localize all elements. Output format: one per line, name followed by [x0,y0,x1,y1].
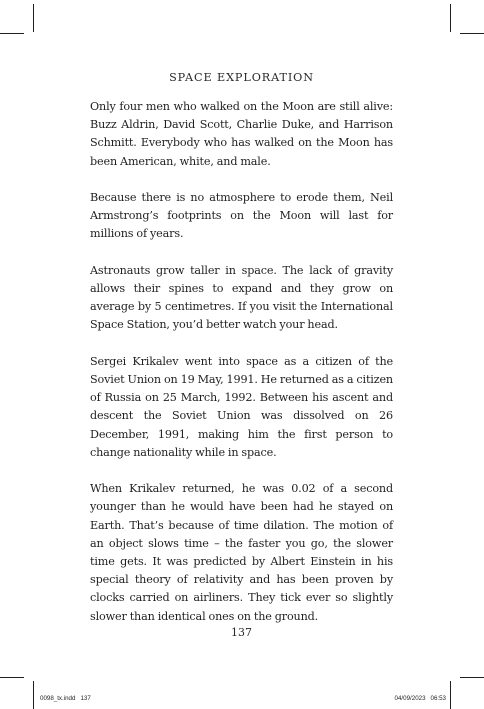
body-text [90,98,393,626]
slug-file-info [40,695,91,702]
slug-time: 06:53 [430,695,446,702]
running-head: SPACE EXPLORATION [169,71,314,84]
slug-file-name: 0098_tx.indd [40,695,76,702]
page-number: 137 [231,626,252,639]
crop-mark-bottom-right-horizontal [460,677,484,678]
slug-timestamp [395,695,446,702]
crop-mark-top-left-horizontal [0,33,24,34]
slug-date: 04/09/2023 [394,695,426,702]
paragraph: When Krikalev returned, he was 0.02 of a second younger than he would have been had he stayed on Earth. That’s because of time dilation. The motion of an object slows time – the faster you go, the slower time gets. It was predicted by Albert Einstein in his special theory of relativity and has been proven by clocks carried on airliners. They tick ever so slightly slower than identical ones on the ground. [90,482,393,623]
paragraph: Because there is no atmosphere to erode them, Neil Armstrong’s footprints on the Moon will last for millions of years. [90,191,393,241]
crop-mark-bottom-right-vertical [450,681,451,709]
crop-mark-bottom-left-horizontal [0,677,24,678]
crop-mark-top-right-horizontal [460,33,484,34]
paragraph: Astronauts grow taller in space. The lack of gravity allows their spines to expand and they grow on average by 5 centimetres. If you visit the International Space Station, you’d better watch your head. [90,263,393,332]
crop-mark-top-left-vertical [33,4,34,32]
crop-mark-top-right-vertical [450,4,451,32]
paragraph: Sergei Krikalev went into space as a citizen of the Soviet Union on 19 May, 1991. He returned as a citizen of Russia on 25 March, 1992. Between his ascent and descent the Soviet Union was dissolved on 26 December, 1991, making him the first person to change nationality while in space. [90,354,393,459]
paragraph: Only four men who walked on the Moon are still alive: Buzz Aldrin, David Scott, Charlie Duke, and Harrison Schmitt. Everybody who has walked on the Moon has been American, white, and male. [90,100,393,168]
crop-mark-bottom-left-vertical [33,681,34,709]
slug-file-page: 137 [80,695,91,702]
